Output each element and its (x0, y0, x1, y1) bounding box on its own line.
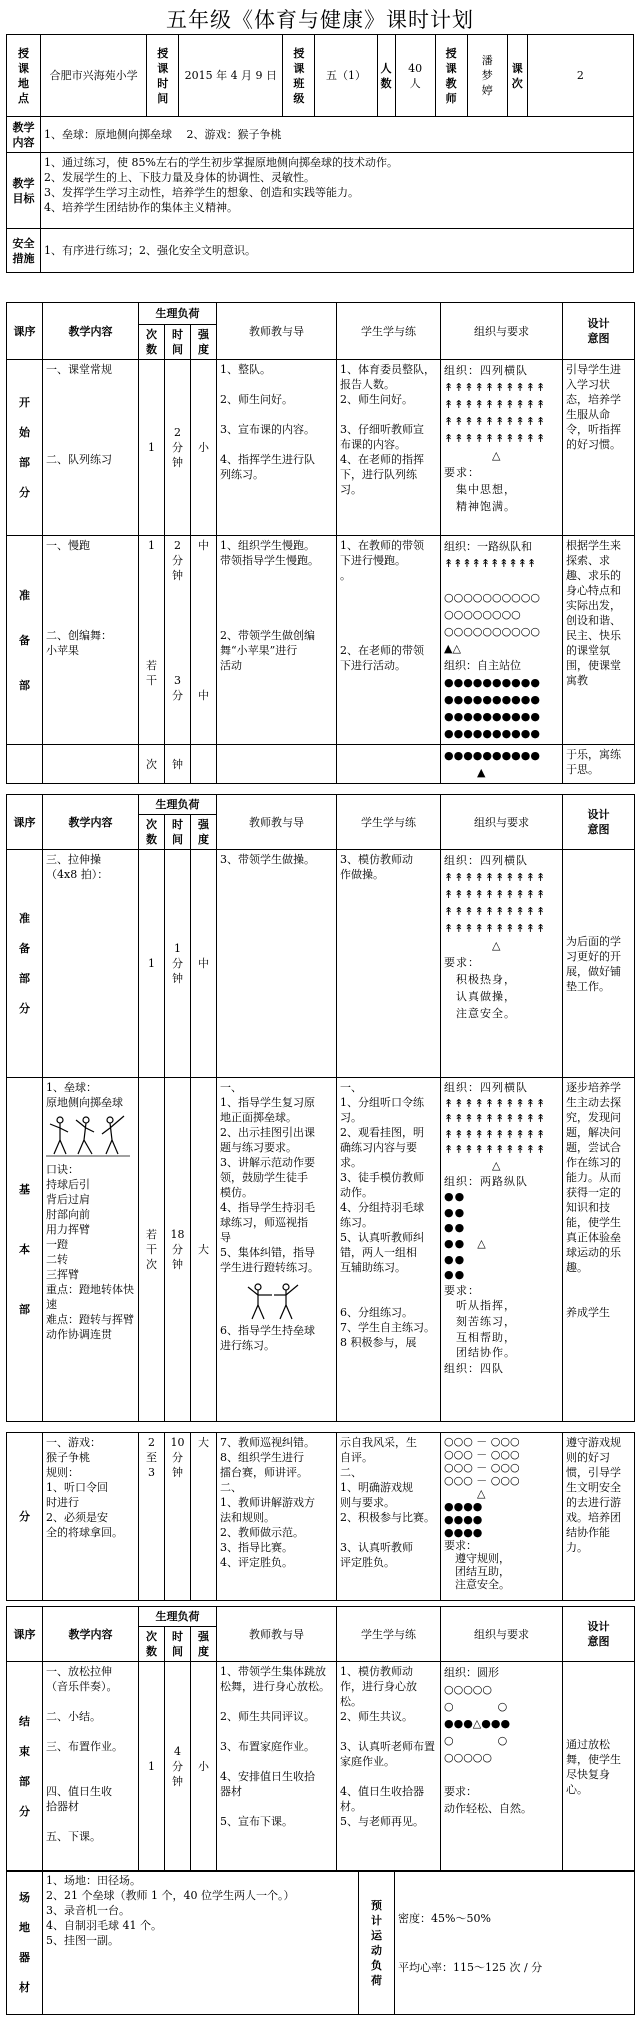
people-label: 人 数 (377, 35, 395, 117)
col-intensity-2: 强 度 (191, 815, 217, 850)
prep1-duration: 2 分 钟 3 分 (165, 536, 191, 745)
col-organization-2: 组织与要求 (441, 795, 563, 850)
prep2-content: 三、拉伸操 （4x8 拍）： (43, 850, 139, 1078)
prep2-intent: 为后面的学习更好的开展，做好铺垫工作。 (563, 850, 635, 1078)
start-teacher: 1、整队。 2、师生问好。 3、宣布课的内容。 4、指挥学生进行队 列练习。 (217, 360, 337, 536)
col-times-2: 次 数 (139, 815, 165, 850)
venue-label: 场 地 器 材 (7, 1871, 43, 2015)
game-content: 一、游戏： 猴子争桃 规则： 1、听口令回 时进行 2、必须是安 全的将球拿回。 (43, 1433, 139, 1601)
content-label: 教学 内容 (7, 117, 41, 153)
prep2-times: 1 (139, 850, 165, 1078)
lesson-value: 2 (527, 35, 633, 117)
col-teacher-3: 教师教与导 (217, 1607, 337, 1662)
prep1-times: 1 若 干 (139, 536, 165, 745)
col-order-2: 课序 (7, 795, 43, 850)
col-student: 学生学与练 (337, 303, 441, 360)
start-label: 开 始 部 分 (7, 360, 43, 536)
teacher-value: 潘 梦 婷 (467, 35, 507, 117)
end-content: 一、放松拉伸 （音乐伴奏）。 二、小结。 三、布置作业。 四、值日生收 拾器材 五、下课。 (43, 1662, 139, 1872)
start-org: 组织：四列横队 ↟↟↟↟↟↟↟↟↟↟ ↟↟↟↟↟↟↟↟↟↟ ↟↟↟↟↟↟↟↟↟↟ ↟↟↟↟↟↟↟↟↟↟ △ 要求： 集中思想， 精神饱满。 (441, 360, 563, 536)
partner-practice-illustration (240, 1281, 310, 1321)
prep2-duration: 1 分 钟 (165, 850, 191, 1078)
forecast-label: 预 计 运 动 负 荷 (359, 1871, 395, 2015)
prep1-student: 1、在教师的带领 下进行慢跑。 。 2、在老师的带领 下进行活动。 (337, 536, 441, 745)
col-content: 教学内容 (43, 303, 139, 360)
start-times: 1 (139, 360, 165, 536)
col-times-3: 次 数 (139, 1627, 165, 1662)
start-intent: 引导学生进入学习状态，培养学生服从命令，听指挥的好习惯。 (563, 360, 635, 536)
col-load-3: 生理负荷 (139, 1607, 217, 1627)
basic-content: 1、垒球： 原地侧向掷垒球 (46, 1081, 123, 1109)
col-order-3: 课序 (7, 1607, 43, 1662)
col-teacher-2: 教师教与导 (217, 795, 337, 850)
venue-table (6, 1870, 635, 2015)
col-organization-3: 组织与要求 (441, 1607, 563, 1662)
cont-intensity (191, 745, 217, 784)
lesson-table-3 (6, 1432, 635, 1601)
col-intensity: 强 度 (191, 325, 217, 360)
col-times: 次 数 (139, 325, 165, 360)
place-value: 合肥市兴海苑小学 (41, 35, 147, 117)
prep2-teacher: 3、带领学生做操。 (217, 850, 337, 1078)
end-org: 组织：圆形 ○○○○○ ○ ○ ●●●△●●● ○ ○ ○○○○○ 要求： 动作轻松、自然。 (441, 1662, 563, 1872)
game-intensity: 大 (191, 1433, 217, 1601)
start-content: 一、课堂常规 二、队列练习 (43, 360, 139, 536)
game-duration: 10 分 钟 (165, 1433, 191, 1601)
lesson-label: 课 次 (507, 35, 527, 117)
col-intent-2: 设计 意图 (563, 795, 635, 850)
col-content-2: 教学内容 (43, 795, 139, 850)
basic-teacher-cell (217, 1078, 337, 1422)
game-org: ○○○ － ○○○ ○○○ － ○○○ ○○○ － ○○○ ○○○ － ○○○ △ ●●●● ●●●● ●●●● 要求： 遵守规则， 团结互助， 注意安全。 (441, 1433, 563, 1601)
col-teacher: 教师教与导 (217, 303, 337, 360)
prep2-label: 准 备 部 分 (7, 850, 43, 1078)
end-label: 结 束 部 分 (7, 1662, 43, 1872)
content-text: 1、垒球：原地侧向掷垒球 2、游戏：猴子争桃 (41, 117, 634, 153)
class-label: 授 课 班 级 (283, 35, 315, 117)
col-load-2: 生理负荷 (139, 795, 217, 815)
prep1-label: 准 备 部 (7, 536, 43, 745)
basic-student: 一、 1、分组听口令练 习。 2、观看挂图，明 确练习内容与要 求。 3、徒手模仿教师 动作。 4、分组持羽毛球 练习。 5、认真听教师纠 错，两人一组相 互辅助练习。 6、分组练习。 7、学生自主练习。 8 积极参与，展 (337, 1078, 441, 1422)
col-intensity-3: 强 度 (191, 1627, 217, 1662)
class-value: 五（1） (315, 35, 377, 117)
col-intent: 设计 意图 (563, 303, 635, 360)
col-load: 生理负荷 (139, 303, 217, 325)
game-teacher: 7、教师巡视纠错。 8、组织学生进行 擂台赛，师讲评。 二、 1、教师讲解游戏方 法和规则。 2、教师做示范。 3、指导比赛。 4、评定胜负。 (217, 1433, 337, 1601)
cont-org: ●●●●●●●●●● ▲ (441, 745, 563, 784)
lesson-table-cont (6, 744, 635, 784)
prep1-teacher: 1、组织学生慢跑。 带领指导学生慢跑。 2、带领学生做创编 舞“小苹果”进行 活动 (217, 536, 337, 745)
col-order: 课序 (7, 303, 43, 360)
col-duration-3: 时 间 (165, 1627, 191, 1662)
end-duration: 4 分 钟 (165, 1662, 191, 1872)
basic-content-cell (43, 1078, 139, 1422)
cont-times: 次 (139, 745, 165, 784)
prep1-content: 一、慢跑 二、创编舞： 小苹果 (43, 536, 139, 745)
page-title: 五年级《体育与健康》课时计划 (166, 8, 474, 32)
safety-text: 1、有序进行练习；2、强化安全文明意识。 (41, 229, 634, 273)
game-label: 分 (7, 1433, 43, 1601)
cont-content (43, 745, 139, 784)
basic-org: 组织：四列横队 ↟↟↟↟↟↟↟↟↟↟ ↟↟↟↟↟↟↟↟↟↟ ↟↟↟↟↟↟↟↟↟↟ ↟↟↟↟↟↟↟↟↟↟ △ 组织：两路纵队 ●● ●● ●● ●● △ ●● ●● 要求： 听从指挥， 刻苦练习， 互相帮助， 团结协作。 组织：四队 (441, 1078, 563, 1422)
end-teacher: 1、带领学生集体跳放 松舞，进行身心放松。 2、师生共同评议。 3、布置家庭作业。 4、安排值日生收拾 器材 5、宣布下课。 (217, 1662, 337, 1872)
prep2-intensity: 中 (191, 850, 217, 1078)
basic-duration: 18 分 钟 (165, 1078, 191, 1422)
safety-label: 安全 措施 (7, 229, 41, 273)
game-intent: 遵守游戏规则的好习惯，引导学生文明安全的去进行游戏。培养团结协作能力。 (563, 1433, 635, 1601)
start-duration: 2 分 钟 (165, 360, 191, 536)
col-student-2: 学生学与练 (337, 795, 441, 850)
time-value: 2015 年 4 月 9 日 (179, 35, 283, 117)
header-table (6, 34, 634, 273)
basic-intensity: 大 (191, 1078, 217, 1422)
cont-intent: 于乐，寓练于思。 (563, 745, 635, 784)
col-organization: 组织与要求 (441, 303, 563, 360)
place-label: 授 课 地 点 (7, 35, 41, 117)
basic-label: 基 本 部 (7, 1078, 43, 1422)
basic-times: 若 干 次 (139, 1078, 165, 1422)
lesson-table-4 (6, 1606, 635, 1872)
col-duration: 时 间 (165, 325, 191, 360)
goals-label: 教学 目标 (7, 153, 41, 229)
end-intensity: 小 (191, 1662, 217, 1872)
col-student-3: 学生学与练 (337, 1607, 441, 1662)
col-duration-2: 时 间 (165, 815, 191, 850)
start-intensity: 小 (191, 360, 217, 536)
heart-rate-value: 平均心率：115～125 次 / 分 (398, 1960, 543, 1974)
basic-teacher: 一、 1、指导学生复习原 地正面掷垒球。 2、出示挂图引出课 题与练习要求。 3、讲解示范动作要 领，鼓励学生徒手 模仿。 4、指导学生持羽毛 球练习，师巡视指 导 5、集体纠错，指导 学生进行蹬转练习。 (220, 1081, 319, 1274)
throwing-illustration (46, 1112, 130, 1160)
people-value: 40 人 (395, 35, 435, 117)
prep2-org: 组织：四列横队 ↟↟↟↟↟↟↟↟↟↟ ↟↟↟↟↟↟↟↟↟↟ ↟↟↟↟↟↟↟↟↟↟ ↟↟↟↟↟↟↟↟↟↟ △ 要求： 积极热身， 认真做操， 注意安全。 (441, 850, 563, 1078)
goals-text: 1、通过练习，使 85%左右的学生初步掌握原地侧向掷垒球的技术动作。 2、发展学生的上、下肢力量及身体的协调性、灵敏性。 3、发挥学生学习主动性，培养学生的想象、创造和实践等能力。 4、培养学生团结协作的集体主义精神。 (41, 153, 634, 229)
col-intent-3: 设计 意图 (563, 1607, 635, 1662)
end-times: 1 (139, 1662, 165, 1872)
prep1-intent: 根据学生来探索、求趣、求乐的身心特点和实际出发，创设和谐、民主、快乐的课堂氛围，使课堂寓教 (563, 536, 635, 745)
cont-teacher (217, 745, 337, 784)
time-label: 授 课 时 间 (147, 35, 179, 117)
start-student: 1、体育委员整队， 报告人数。 2、师生问好。 3、仔细听教师宣 布课的内容。 4、在老师的指挥 下，进行队列练 习。 (337, 360, 441, 536)
game-times: 2 至 3 (139, 1433, 165, 1601)
game-student: 示自我风采，生 自评。 二、 1、明确游戏规 则与要求。 2、积极参与比赛。 3、认真听教师 评定胜负。 (337, 1433, 441, 1601)
lesson-table-1 (6, 302, 635, 745)
basic-teacher-b: 6、指导学生持垒球 进行练习。 (220, 1324, 315, 1352)
end-student: 1、模仿教师动 作，进行身心放松。 2、师生共议。 3、认真听老师布置家庭作业。 4、值日生收拾器材。 5、与老师再见。 (337, 1662, 441, 1872)
forecast-cell (395, 1871, 635, 2015)
cont-student (337, 745, 441, 784)
end-intent: 通过放松舞，使学生尽快复身心。 (563, 1662, 635, 1872)
cont-order (7, 745, 43, 784)
prep1-intensity: 中 中 (191, 536, 217, 745)
density-value: 密度：45%～50% (398, 1911, 491, 1925)
lesson-table-2 (6, 794, 635, 1422)
basic-content-b: 口诀： 持球后引 背后过肩 肘部向前 用力挥臂 一蹬 二转 三挥臂 重点：蹬地转体快速 难点：蹬转与挥臂动作协调连贯 (46, 1163, 134, 1341)
teacher-label: 授 课 教 师 (435, 35, 467, 117)
basic-intent: 逐步培养学生主动去探究，发现问题，解决问题，尝试合作在练习的能力。从而获得一定的知识和技能，使学生真正体验垒球运动的乐趣。 养成学生 (563, 1078, 635, 1422)
prep1-org: 组织：一路纵队和 ↟↟↟↟↟↟↟↟↟↟ ○○○○○○○○○○ ○○○○○○○○ ○○○○○○○○○○ ▲△ 组织：自主站位 ●●●●●●●●●● ●●●●●●●●●● ●●●●●●●●●● ●●●●●●●●●● (441, 536, 563, 745)
venue-text: 1、场地：田径场。 2、21 个垒球（教师 1 个，40 位学生两人一个。） 3、录音机一台。 4、自制羽毛球 41 个。 5、挂图一副。 (43, 1871, 359, 2015)
col-content-3: 教学内容 (43, 1607, 139, 1662)
cont-duration: 钟 (165, 745, 191, 784)
prep2-student: 3、模仿教师动 作做操。 (337, 850, 441, 1078)
